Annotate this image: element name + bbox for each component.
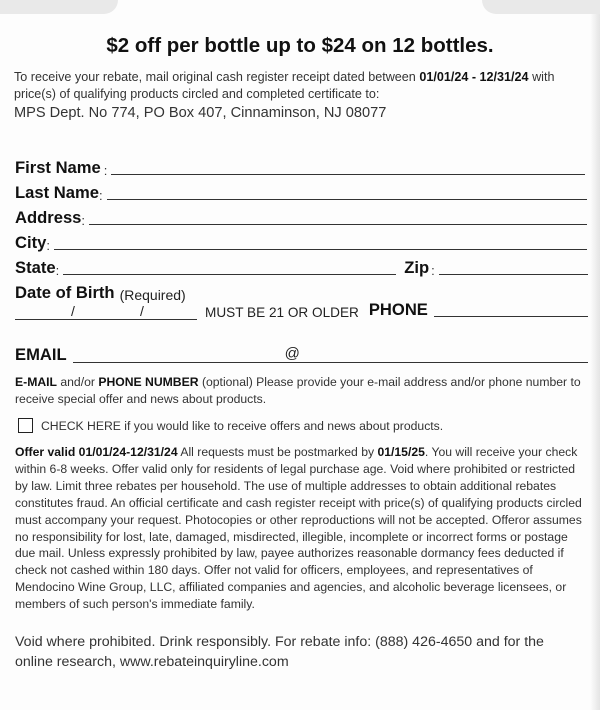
optional-email-label: E-MAIL bbox=[15, 375, 57, 389]
address-field[interactable] bbox=[89, 223, 587, 225]
state-label: State bbox=[15, 258, 56, 277]
email-row bbox=[15, 344, 588, 365]
city-row bbox=[15, 233, 587, 253]
last-name-label: Last Name bbox=[15, 183, 99, 202]
state-field[interactable] bbox=[63, 273, 396, 275]
email-label: EMAIL bbox=[15, 345, 67, 364]
city-field[interactable] bbox=[54, 248, 587, 250]
address-row bbox=[15, 208, 587, 228]
last-name-row bbox=[15, 183, 587, 203]
optional-and-or: and/or bbox=[60, 375, 95, 389]
receipt-date-range: 01/01/24 - 12/31/24 bbox=[419, 70, 529, 84]
offers-opt-in[interactable] bbox=[18, 418, 443, 433]
address-colon: : bbox=[81, 213, 86, 228]
dob-label: Date of Birth bbox=[15, 283, 115, 302]
city-colon: : bbox=[46, 238, 50, 253]
intro-text-continued: with price(s) of qualifying products circled and completed certificate to: bbox=[14, 70, 555, 101]
state-colon: : bbox=[55, 263, 60, 278]
first-name-colon: : bbox=[103, 163, 108, 178]
first-name-field[interactable] bbox=[111, 173, 585, 175]
zip-label: Zip bbox=[404, 258, 430, 277]
dob-required-note: (Required) bbox=[119, 287, 186, 303]
dob-phone-row bbox=[15, 300, 588, 320]
paper-notch-right bbox=[482, 0, 600, 14]
zip-field[interactable] bbox=[439, 273, 588, 275]
postmark-text: All requests must be postmarked by bbox=[180, 445, 375, 459]
email-at-sign: @ bbox=[284, 345, 300, 362]
footer-note: Void where prohibited. Drink responsibly. For rebate info: (888) 426-4650 and for the online research, www.rebateinquiryline.com bbox=[15, 634, 544, 670]
paper-notch-left bbox=[0, 0, 118, 14]
terms-and-conditions bbox=[15, 444, 589, 613]
email-field[interactable] bbox=[73, 344, 588, 363]
offers-checkbox-label: CHECK HERE if you would like to receive offers and news about products. bbox=[41, 418, 444, 433]
paper-edge-shadow bbox=[590, 14, 600, 710]
dob-field[interactable] bbox=[15, 301, 197, 320]
phone-label: PHONE bbox=[368, 300, 428, 319]
state-zip-row bbox=[15, 258, 588, 278]
intro-text: To receive your rebate, mail original cash register receipt dated between bbox=[14, 70, 416, 84]
first-name-label: First Name bbox=[15, 158, 101, 177]
city-label: City bbox=[15, 233, 47, 252]
age-requirement: MUST BE 21 OR OLDER bbox=[205, 305, 359, 320]
address-label: Address bbox=[15, 208, 82, 227]
optional-text: (optional) Please provide your e-mail address and/or phone number to receive special offer and news about products. bbox=[15, 375, 581, 406]
phone-field[interactable] bbox=[434, 315, 588, 317]
intro-paragraph bbox=[14, 69, 588, 122]
postmark-date: 01/15/25 bbox=[377, 445, 425, 459]
terms-body: . You will receive your check within 6-8 weeks. Offer valid only for residents of legal purchase age. Void where prohibited or restricted by law. Limit three rebates per household. The use of multiple addresses to obtain additional rebates constitutes fraud. An official certificate and cash register receipt with price(s) of qualifying products circled must accompany your request. Photocopies or other reproductions will not be accepted. Offeror assumes no responsibility for lost, late, damaged, misdirected, illegible, incomplete or incorrect forms or postage due mail. Unless expressly prohibited by law, payee authorizes reasonable dormancy fees deducted if check not cashed within 180 days. Offer not valid for officers, employees, and representatives of Mendocino Wine Group, LLC, affiliated companies and agencies, and alcoholic beverage licensees, or members of such person's immediate family. bbox=[15, 445, 582, 612]
dob-slash-2: / bbox=[140, 303, 144, 319]
mailing-address: MPS Dept. No 774, PO Box 407, Cinnaminson, NJ 08077 bbox=[14, 105, 387, 121]
offers-checkbox[interactable] bbox=[18, 418, 33, 433]
offer-valid-dates: Offer valid 01/01/24-12/31/24 bbox=[15, 445, 178, 459]
dob-slash-1: / bbox=[71, 303, 75, 319]
last-name-colon: : bbox=[98, 188, 103, 203]
optional-contact-note bbox=[15, 374, 588, 407]
zip-colon: : bbox=[431, 263, 435, 278]
optional-phone-label: PHONE NUMBER bbox=[98, 375, 199, 389]
first-name-row bbox=[15, 158, 585, 178]
headline: $2 off per bottle up to $24 on 12 bottles. bbox=[106, 34, 494, 57]
last-name-field[interactable] bbox=[107, 198, 587, 200]
